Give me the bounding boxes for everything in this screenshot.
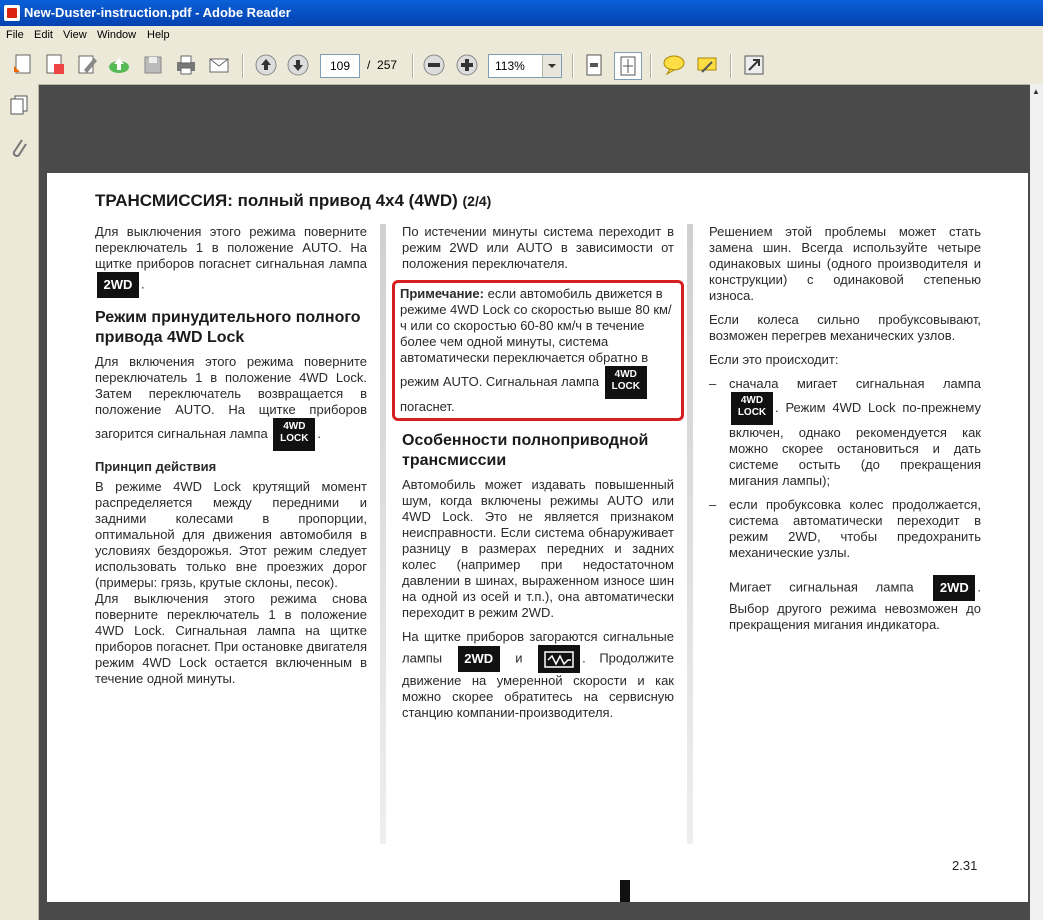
- toolbar-separator: [412, 54, 414, 78]
- highlight-text-icon[interactable]: [694, 52, 720, 78]
- page-total: / 257: [367, 58, 398, 72]
- menu-bar: [0, 26, 1043, 46]
- zoom-out-icon[interactable]: [421, 52, 447, 78]
- zoom-value: 113%: [495, 59, 525, 73]
- column-divider: [687, 224, 693, 844]
- column-2: [402, 224, 674, 729]
- column-divider: [380, 224, 386, 844]
- paragraph: На щитке приборов загораются сигнальные лампы 2WD и . Продолжите движение на умеренной скорости и как можно скорее обратитесь на сервисную станцию компании-производителя.: [402, 629, 674, 720]
- paragraph: Решением этой проблемы может стать замена шин. Всегда используйте четыре одинаковых шины (одного производителя и конструкции) с одинаковой степенью износа.: [709, 224, 981, 303]
- toolbar-separator: [730, 54, 732, 78]
- 4wd-lock-lamp-icon: 4WD LOCK: [731, 392, 773, 425]
- subsection-heading: Принцип действия: [95, 459, 217, 474]
- zoom-in-icon[interactable]: [454, 52, 480, 78]
- upload-cloud-icon[interactable]: [106, 52, 132, 78]
- navigation-panel: [0, 84, 39, 920]
- note-label: Примечание:: [400, 286, 484, 301]
- toolbar-separator: [650, 54, 652, 78]
- paragraph: Для включения этого режима поверните переключатель 1 в положение 4WD Lock. Затем переключатель возвращается в положение AUTO. На щитке приборов загорится сигнальная лампа 4WD LOCK .: [95, 354, 367, 451]
- section-heading: Особенности полноприводной трансмиссии: [402, 432, 649, 469]
- page-number: 2.31: [952, 858, 978, 873]
- email-icon[interactable]: [206, 52, 232, 78]
- list-item: – если пробуксовка колес продолжается, система автоматически переходит в режим 2WD, чтобы предохранить механические узлы.: [709, 497, 981, 561]
- paragraph: Мигает сигнальная лампа 2WD . Выбор другого режима невозможен до прекращения мигания индикатора.: [709, 575, 981, 633]
- menu-file[interactable]: File: [6, 29, 24, 41]
- export-pdf-icon[interactable]: [42, 52, 68, 78]
- chevron-down-icon[interactable]: [542, 55, 561, 77]
- toolbar-separator: [242, 54, 244, 78]
- 2wd-lamp-icon: 2WD: [933, 575, 975, 601]
- window-titlebar: [0, 0, 1043, 26]
- toolbar-separator: [572, 54, 574, 78]
- page-title: ТРАНСМИССИЯ: полный привод 4x4 (4WD) (2/4): [95, 191, 492, 210]
- paragraph: Для выключения этого режима снова поверните переключатель 1 в положение 4WD Lock. Сигнальная лампа на щитке приборов погаснет. При остановке двигателя режим 4WD Lock остается включенным в течение одной минуты.: [95, 591, 367, 686]
- 2wd-lamp-icon: 2WD: [458, 646, 500, 672]
- full-screen-icon[interactable]: [741, 52, 767, 78]
- menu-window[interactable]: Window: [97, 29, 137, 41]
- window-title: New-Duster-instruction.pdf - Adobe Reader: [24, 5, 291, 20]
- paragraph: По истечении минуты система переходит в режим 2WD или AUTO в зависимости от положения переключателя.: [402, 224, 674, 271]
- menu-edit[interactable]: Edit: [34, 29, 53, 41]
- paragraph: Если колеса сильно пробуксовывают, возможен перегрев механических узлов.: [709, 312, 981, 343]
- adobe-reader-icon: [4, 5, 20, 21]
- print-icon[interactable]: [173, 52, 199, 78]
- list-item: – сначала мигает сигнальная лампа 4WD LOCK . Режим 4WD Lock по-прежнему включен, однако рекомендуется как можно скорее остановиться и дать системе остыть (до прекращения мигания лампы);: [709, 376, 981, 489]
- fit-page-icon[interactable]: [614, 52, 642, 80]
- save-icon[interactable]: [140, 52, 166, 78]
- paragraph: Автомобиль может издавать повышенный шум, когда включены режимы AUTO или 4WD Lock. Это не является признаком неисправности. Если система обнаруживает разницу в размерах передних и задних колес (например при недостаточном давлении в шинах, выраженном износе шин на одной из осей и т.п.), она автоматически переходит в режим 2WD.: [402, 477, 674, 620]
- 4wd-lock-lamp-icon: 4WD LOCK: [273, 418, 315, 451]
- column-3: [709, 224, 981, 641]
- zoom-select[interactable]: [488, 54, 562, 78]
- pages-panel-icon[interactable]: [9, 94, 29, 116]
- menu-view[interactable]: View: [63, 29, 87, 41]
- warning-waveform-lamp-icon: [538, 645, 580, 673]
- page-marker: [620, 880, 630, 902]
- scrolling-mode-icon[interactable]: [581, 52, 607, 78]
- paragraph: Если это происходит:: [709, 352, 839, 367]
- vertical-scrollbar[interactable]: [1030, 84, 1043, 920]
- previous-page-icon[interactable]: [253, 52, 279, 78]
- edit-pdf-icon[interactable]: [74, 52, 100, 78]
- menu-help[interactable]: Help: [147, 29, 170, 41]
- 4wd-lock-lamp-icon: 4WD LOCK: [605, 366, 647, 399]
- pdf-page: [47, 173, 1028, 902]
- paragraph: Для выключения этого режима поверните переключатель 1 в положение AUTO. На щитке приборов погаснет сигнальная лампа 2WD .: [95, 224, 367, 298]
- column-1: [95, 224, 367, 695]
- next-page-icon[interactable]: [285, 52, 311, 78]
- section-heading: Режим принудительного полного привода 4WD Lock: [95, 309, 361, 346]
- page-number-input[interactable]: 109: [320, 54, 360, 78]
- scroll-up-icon[interactable]: ▲: [1032, 87, 1040, 96]
- 2wd-lamp-icon: 2WD: [97, 272, 139, 298]
- paragraph: В режиме 4WD Lock крутящий момент распределяется между передними и задними колесами в пропорции, оптимальной для движения автомобиля в условиях бездорожья. Этот режим следует использовать только вне проезжих дорог (примеры: грязь, крутые склоны, песок).: [95, 479, 367, 590]
- attachments-paperclip-icon[interactable]: [9, 136, 29, 160]
- comment-icon[interactable]: [661, 52, 687, 78]
- note-box: Примечание: если автомобиль движется в режиме 4WD Lock со скоростью выше 80 км/ч или со скоростью 60-80 км/ч в течение более чем одной минуты, система автоматически переключается обратно в режим AUTO. Сигнальная лампа 4WD LOCK погаснет.: [392, 280, 684, 421]
- create-pdf-icon[interactable]: [10, 52, 36, 78]
